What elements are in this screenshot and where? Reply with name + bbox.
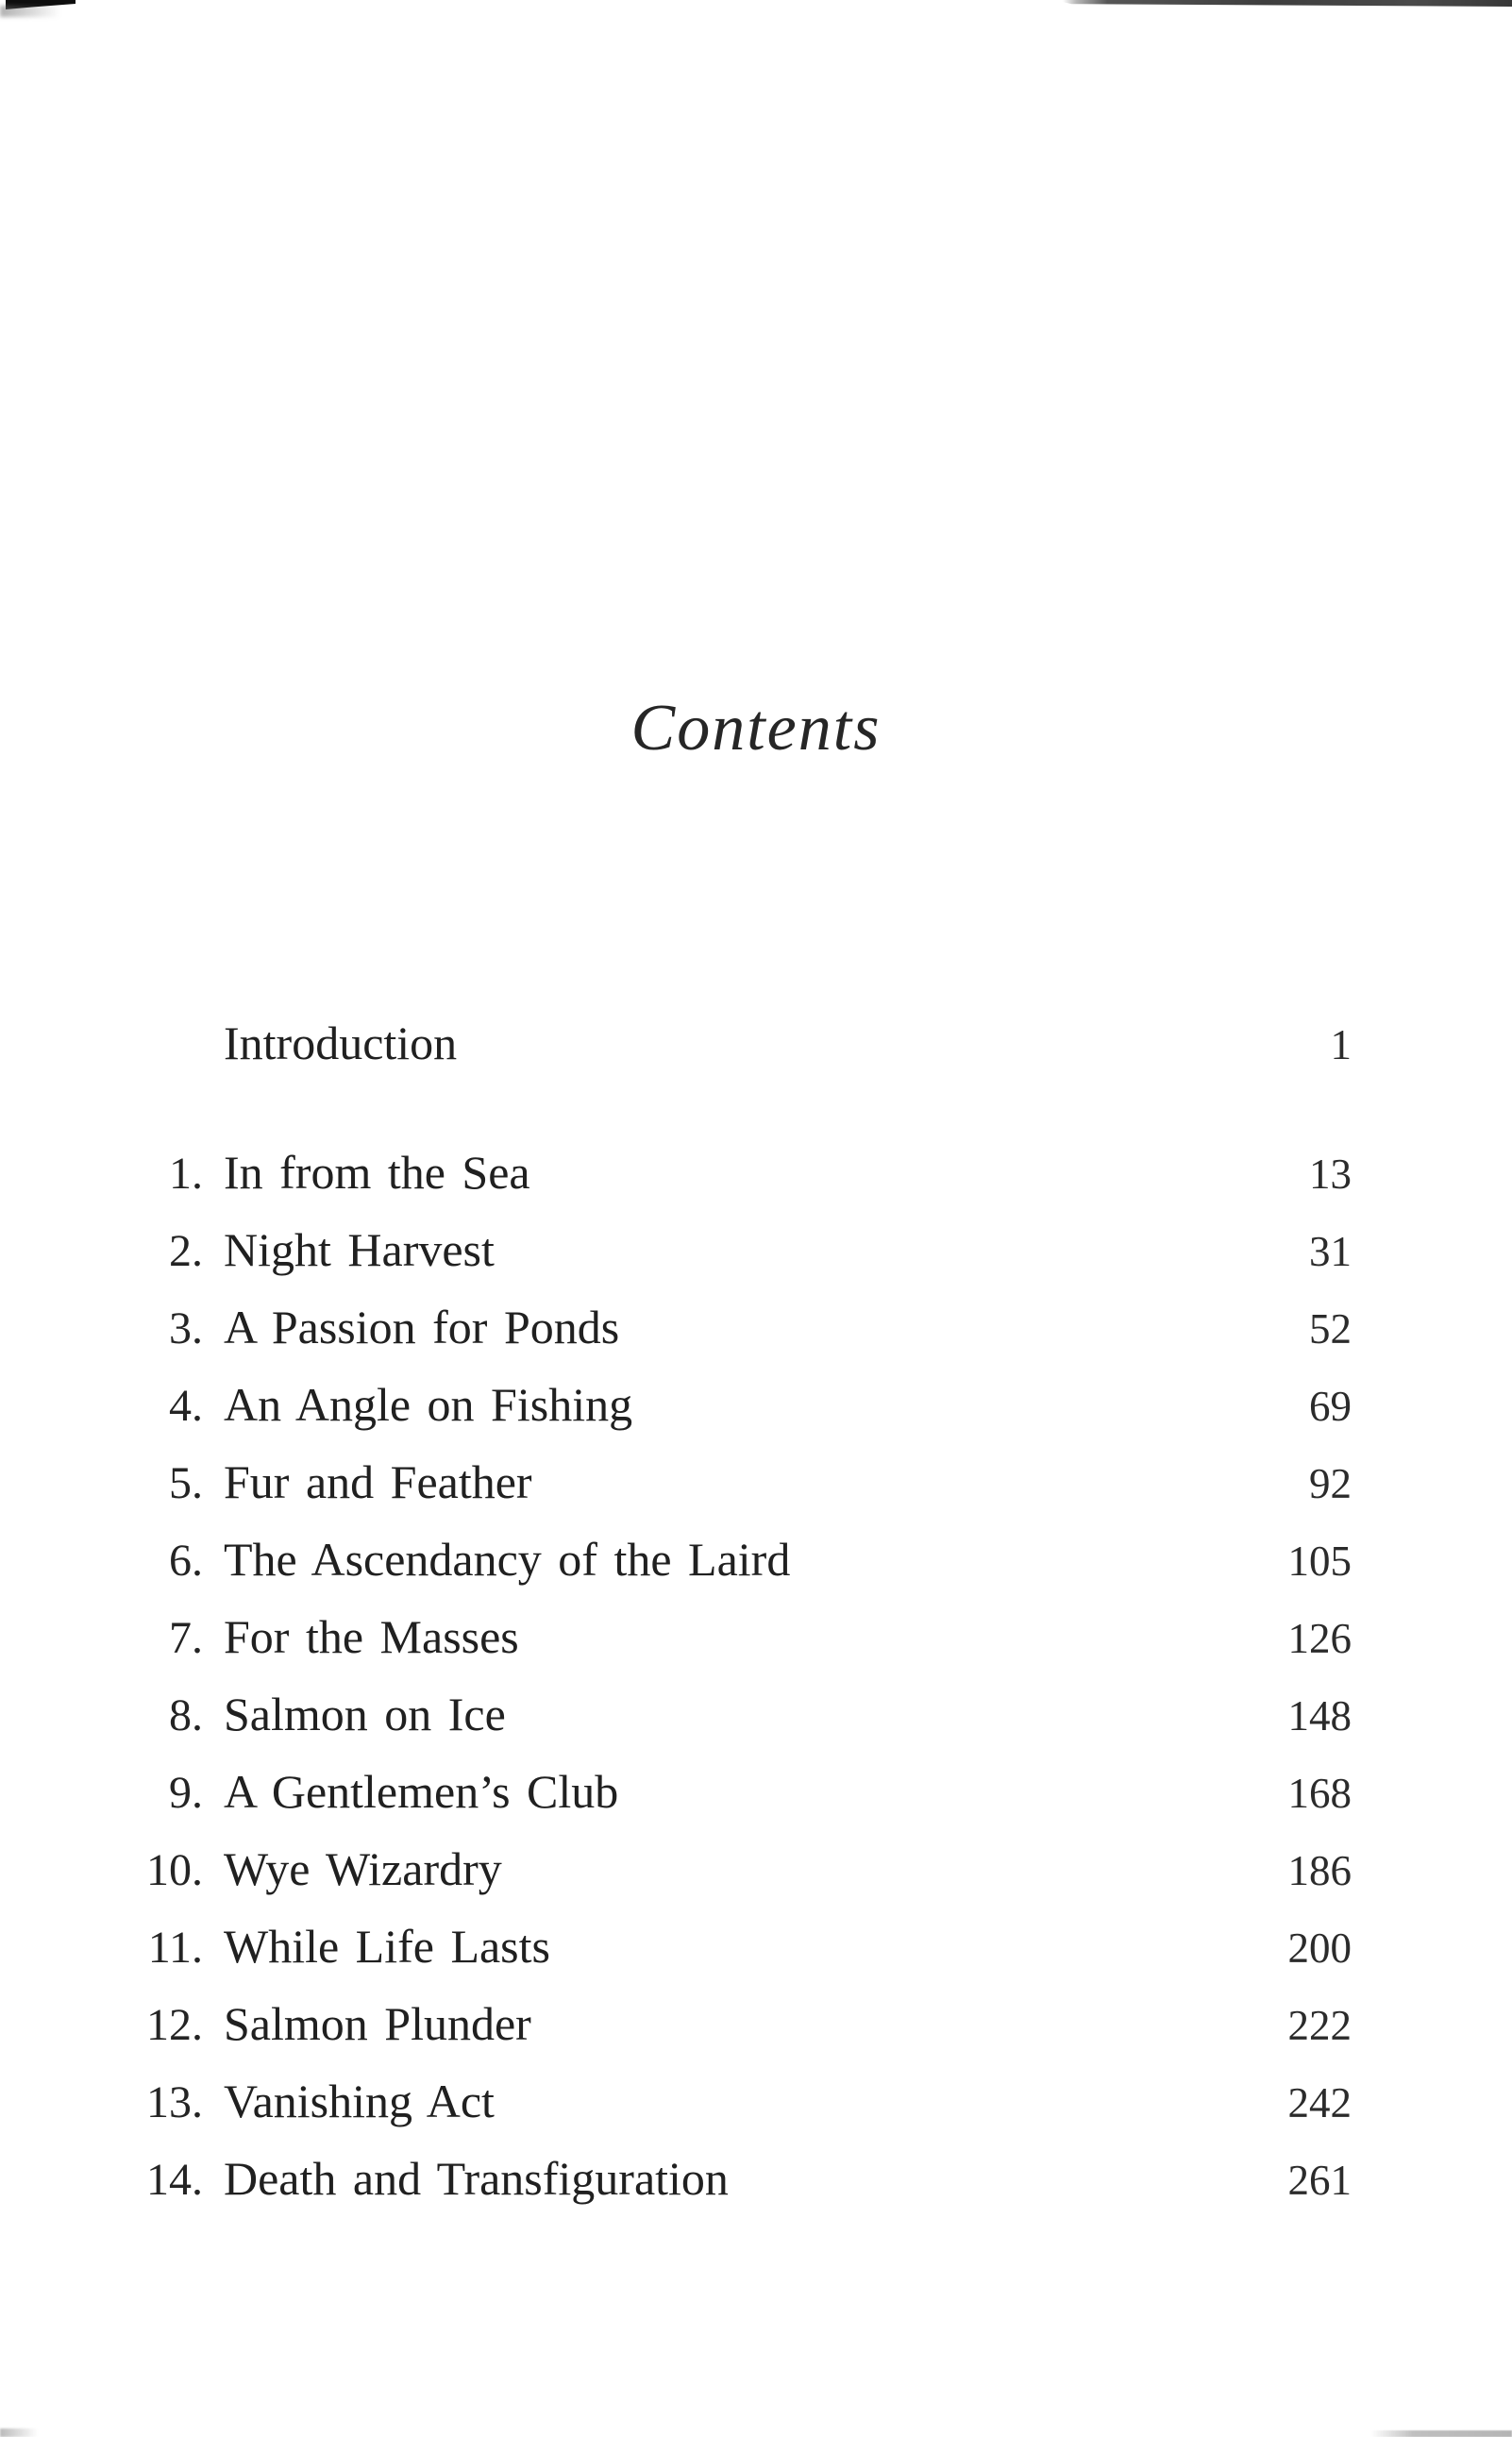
- chapter-list: [142, 1134, 1352, 2217]
- toc-row-introduction: [142, 1004, 1352, 1082]
- chapter-number: 1.: [169, 1149, 203, 1199]
- chapter-title: The Ascendancy of the Laird: [224, 1533, 791, 1586]
- chapter-page-number: 69: [1309, 1383, 1352, 1430]
- chapter-title: Vanishing Act: [224, 2075, 495, 2127]
- toc-row: [142, 1985, 1352, 2062]
- chapter-page-number: 186: [1287, 1847, 1352, 1894]
- chapter-page-number: 242: [1287, 2079, 1352, 2126]
- chapter-title: Fur and Feather: [224, 1455, 532, 1508]
- chapter-page-number: 92: [1309, 1460, 1352, 1507]
- chapter-title: Death and Transfiguration: [224, 2152, 729, 2205]
- toc-row: [142, 1211, 1352, 1288]
- chapter-number: 5.: [169, 1458, 203, 1508]
- chapter-title: A Passion for Ponds: [224, 1301, 620, 1353]
- chapter-title: In from the Sea: [224, 1146, 530, 1199]
- chapter-number: 2.: [169, 1226, 203, 1276]
- chapter-page-number: 222: [1287, 2002, 1352, 2049]
- chapter-number: 9.: [169, 1768, 203, 1818]
- scan-edge-line-top-right: [1063, 0, 1512, 7]
- chapter-page-number: 13: [1309, 1151, 1352, 1198]
- toc-row: [142, 1675, 1352, 1753]
- chapter-title: Night Harvest: [224, 1223, 495, 1276]
- chapter-number: 11.: [147, 1923, 203, 1973]
- chapter-page-number: 168: [1287, 1770, 1352, 1817]
- introduction-page-number: 1: [1330, 1021, 1352, 1068]
- chapter-page-number: 148: [1287, 1692, 1352, 1740]
- chapter-title: A Gentlemen’s Club: [224, 1765, 619, 1818]
- chapter-number: 14.: [146, 2155, 203, 2205]
- chapter-number: 13.: [146, 2077, 203, 2127]
- chapter-number: 4.: [169, 1381, 203, 1431]
- chapter-page-number: 261: [1287, 2157, 1352, 2204]
- chapter-page-number: 105: [1287, 1538, 1352, 1585]
- chapter-title: An Angle on Fishing: [224, 1378, 633, 1431]
- chapter-page-number: 31: [1309, 1228, 1352, 1275]
- toc-row: [142, 1908, 1352, 1985]
- chapter-title: Wye Wizardry: [224, 1842, 502, 1895]
- toc-row: [142, 2140, 1352, 2217]
- toc-row: [142, 1443, 1352, 1521]
- chapter-number: 8.: [169, 1690, 203, 1740]
- chapter-title: For the Masses: [224, 1610, 519, 1663]
- chapter-number: 6.: [169, 1536, 203, 1586]
- toc-row: [142, 2062, 1352, 2140]
- chapter-title: While Life Lasts: [224, 1920, 550, 1973]
- title-block: [0, 691, 1512, 766]
- scan-edge-line-bottom-right: [1370, 2430, 1512, 2437]
- toc-row: [142, 1830, 1352, 1908]
- chapter-number: 12.: [146, 2000, 203, 2050]
- chapter-page-number: 52: [1309, 1305, 1352, 1353]
- toc-row: [142, 1288, 1352, 1366]
- toc-row: [142, 1598, 1352, 1675]
- chapter-number: 10.: [146, 1845, 203, 1895]
- chapter-page-number: 126: [1287, 1615, 1352, 1662]
- table-of-contents: [142, 1004, 1352, 2217]
- chapter-number: 3.: [169, 1303, 203, 1353]
- chapter-title: Salmon Plunder: [224, 1997, 531, 2050]
- chapter-title: Salmon on Ice: [224, 1688, 506, 1740]
- toc-row: [142, 1753, 1352, 1830]
- toc-row: [142, 1521, 1352, 1598]
- scan-smudge-top-left-fade: [0, 6, 60, 17]
- toc-row: [142, 1134, 1352, 1211]
- toc-row: [142, 1366, 1352, 1443]
- chapter-number: 7.: [169, 1613, 203, 1663]
- page-title: Contents: [630, 692, 882, 765]
- chapter-page-number: 200: [1287, 1924, 1352, 1972]
- scan-smudge-bottom-left: [0, 2429, 38, 2437]
- introduction-label: Introduction: [224, 1017, 458, 1069]
